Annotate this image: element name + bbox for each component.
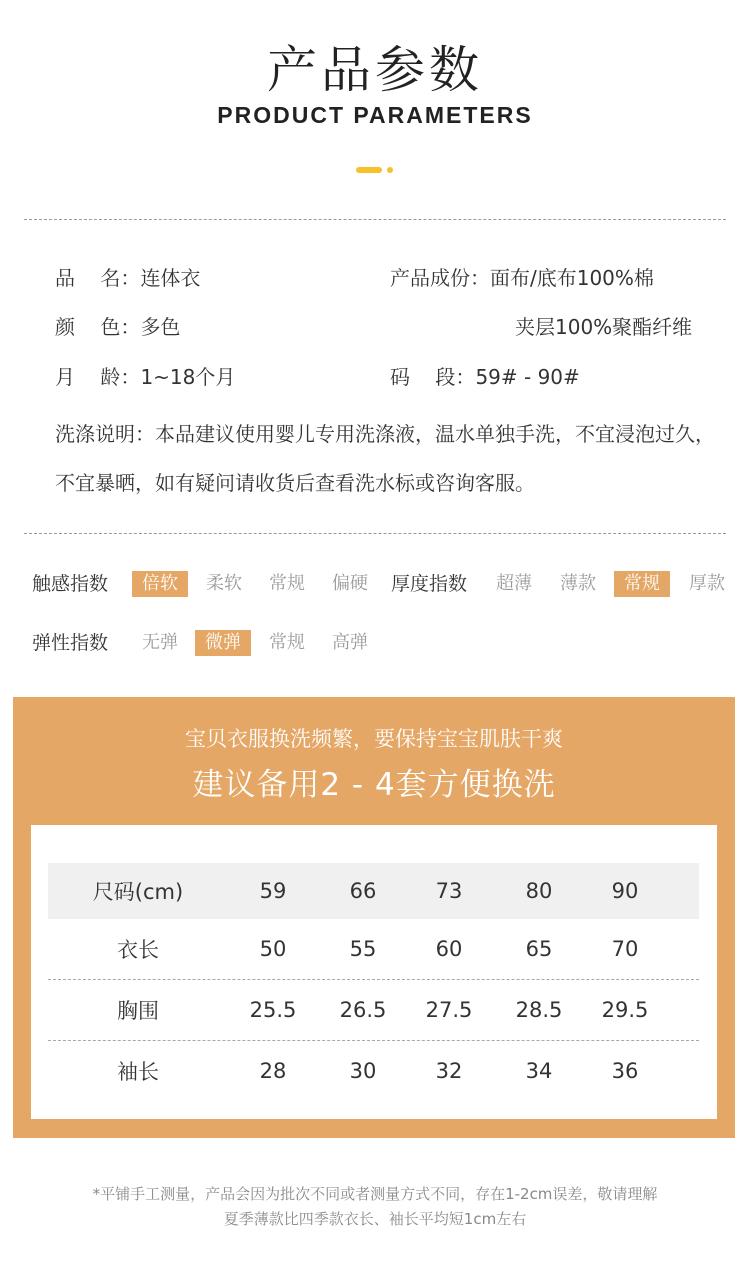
notes-line-1: *平铺手工测量，产品会因为批次不同或者测量方式不同，存在1-2cm误差，敬请理解 [92, 1185, 658, 1203]
touch-option-4: 偏硬 [332, 573, 368, 594]
table-header-cell: 尺码(cm) [92, 880, 184, 904]
table-cell: 55 [349, 937, 377, 961]
divider-middle [24, 533, 726, 534]
measurement-notes [0, 1182, 750, 1232]
elasticity-index-label: 弹性指数 [32, 632, 109, 654]
table-row [48, 1041, 699, 1101]
table-cell: 衣长 [117, 938, 159, 962]
divider-top [24, 219, 726, 220]
size-table [48, 863, 699, 1101]
thickness-option-1: 超薄 [496, 573, 532, 594]
title-accent-bar [356, 167, 382, 173]
table-row [48, 919, 699, 980]
table-cell: 28.5 [515, 998, 563, 1022]
table-cell: 60 [435, 937, 463, 961]
touch-option-1: 倍软 [132, 571, 188, 597]
thickness-option-2: 薄款 [560, 573, 596, 594]
size-banner [13, 697, 735, 1138]
param-age-label: 月 龄： [55, 365, 141, 389]
table-cell: 30 [349, 1059, 377, 1083]
table-cell: 70 [611, 937, 639, 961]
table-header-cell: 66 [349, 879, 377, 903]
param-size-value: 59# - 90# [475, 365, 580, 389]
param-name-label: 品 名： [55, 266, 141, 290]
elasticity-option-2: 微弹 [195, 630, 251, 656]
param-composition-value-1: 面布/底布100%棉 [490, 266, 654, 290]
table-cell: 50 [259, 937, 287, 961]
param-wash-label: 洗涤说明： [55, 422, 155, 446]
size-table-panel [31, 825, 717, 1119]
param-composition [390, 264, 654, 292]
touch-option-3: 常规 [269, 573, 305, 594]
banner-line-1: 宝贝衣服换洗频繁，要保持宝宝肌肤干爽 [185, 727, 563, 751]
page-title: 产品参数 [267, 41, 483, 99]
param-color-value: 多色 [140, 315, 181, 339]
param-color-label: 颜 色： [55, 315, 141, 339]
table-cell: 29.5 [601, 998, 649, 1022]
param-color [55, 313, 180, 341]
banner-line-2: 建议备用2 - 4套方便换洗 [192, 767, 556, 803]
param-size [390, 363, 580, 391]
param-wash [55, 410, 720, 508]
table-header-cell: 90 [611, 879, 639, 903]
table-cell: 28 [259, 1059, 287, 1083]
param-name-value: 连体衣 [140, 266, 201, 290]
param-name [55, 264, 200, 292]
thickness-option-4: 厚款 [689, 573, 725, 594]
page-subtitle: PRODUCT PARAMETERS [217, 102, 533, 128]
table-header-row [48, 863, 699, 919]
table-cell: 25.5 [249, 998, 297, 1022]
notes-line-2: 夏季薄款比四季款衣长、袖长平均短1cm左右 [223, 1210, 527, 1228]
table-cell: 34 [525, 1059, 553, 1083]
index-row-1 [0, 571, 750, 603]
elasticity-option-3: 常规 [269, 632, 305, 653]
table-cell: 胸围 [117, 999, 159, 1023]
param-size-label: 码 段： [390, 365, 476, 389]
table-cell: 27.5 [425, 998, 473, 1022]
table-cell: 32 [435, 1059, 463, 1083]
param-age-value: 1~18个月 [140, 365, 236, 389]
index-row-2 [0, 630, 750, 662]
param-age [55, 363, 235, 391]
table-cell: 65 [525, 937, 553, 961]
table-cell: 36 [611, 1059, 639, 1083]
thickness-option-3: 常规 [614, 571, 670, 597]
touch-option-2: 柔软 [206, 573, 242, 594]
table-cell: 26.5 [339, 998, 387, 1022]
param-composition-label: 产品成份： [390, 266, 490, 290]
param-wash-value: 本品建议使用婴儿专用洗涤液，温水单独手洗，不宜浸泡过久，不宜暴晒，如有疑问请收货后查看洗水标或咨询客服。 [55, 422, 715, 495]
table-row [48, 980, 699, 1041]
param-composition-value-2: 夹层100%聚酯纤维 [515, 315, 693, 339]
title-accent-dot [387, 167, 393, 173]
table-header-cell: 73 [435, 879, 463, 903]
table-header-cell: 80 [525, 879, 553, 903]
elasticity-option-1: 无弹 [142, 632, 178, 653]
touch-index-label: 触感指数 [32, 573, 109, 595]
table-cell: 袖长 [117, 1060, 159, 1084]
table-header-cell: 59 [259, 879, 287, 903]
elasticity-option-4: 高弹 [332, 632, 368, 653]
thickness-index-label: 厚度指数 [391, 573, 468, 595]
